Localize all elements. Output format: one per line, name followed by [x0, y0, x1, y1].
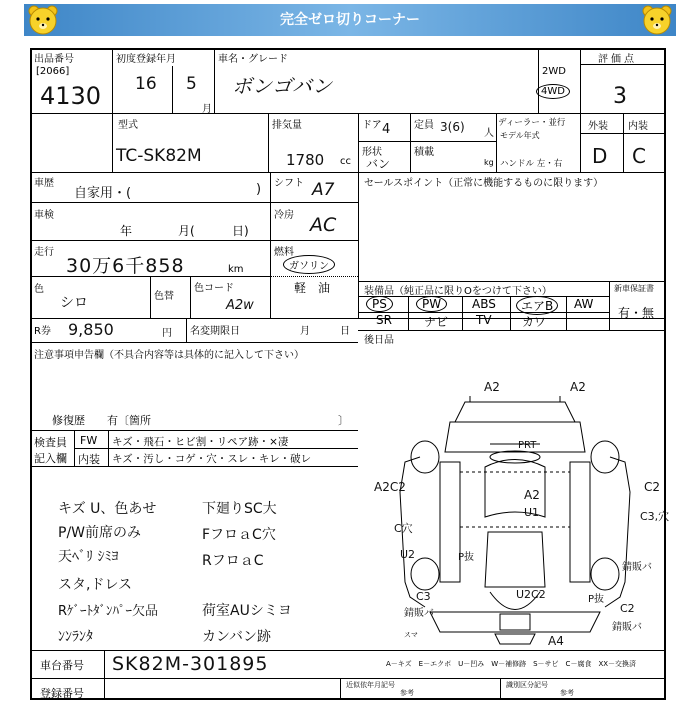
cooling-label: 冷房: [274, 210, 294, 221]
dmg-left-mid: C穴: [394, 522, 413, 535]
inside-label: 内装: [78, 453, 100, 466]
note-line: キズ U、色あせ: [58, 501, 157, 517]
dmg-c3: C3: [416, 590, 431, 603]
dmg-right-c2: C2: [620, 602, 635, 615]
color-label: 色: [34, 284, 44, 295]
reg-month-unit: 月: [202, 104, 212, 115]
color-change-label: 色替: [154, 291, 174, 302]
model-grade-label: 車名・グレード: [218, 54, 288, 65]
cooling: AC: [310, 214, 337, 236]
fuel-diesel: 軽 油: [294, 281, 331, 295]
cc-unit: cc: [340, 156, 351, 167]
recycle-label: R券: [34, 326, 51, 337]
repair-close: 〕: [338, 414, 349, 427]
equip-aw: AW: [574, 297, 594, 311]
name-change-label: 名変期限日: [190, 326, 240, 337]
fuel-gasoline: ガソリン: [283, 255, 335, 274]
chassis-label: 車台番号: [40, 659, 84, 672]
equip-abs: ABS: [472, 297, 496, 311]
note-line: スタ,ドレス: [58, 577, 133, 593]
dmg-top-left: A2: [484, 380, 500, 394]
model-code-label: 型式: [118, 120, 138, 131]
dmg-center-a: A2: [524, 488, 540, 502]
exterior-grade: D: [592, 144, 608, 168]
equipment-label: 装備品（純正品に限りOをつけて下さい）: [364, 286, 552, 297]
dmg-right-front: C2: [644, 480, 661, 494]
note-line: FフロａC穴: [202, 527, 276, 543]
shift-label: シフト: [274, 178, 304, 189]
dmg-right-bot-2: 錆販バ: [612, 622, 642, 633]
note-line: P/W前席のみ: [58, 525, 142, 541]
reg-month: 5: [186, 74, 197, 94]
yen-unit: 円: [162, 328, 172, 339]
capacity-unit: 人: [484, 128, 494, 139]
dmg-right-mid: C3,穴: [640, 510, 670, 523]
name-change-month: 月: [300, 326, 310, 337]
car-history-label: 車歴: [34, 178, 54, 189]
model-year-label: モデル年式: [500, 131, 540, 140]
note-line: 荷室AUシミヨ: [202, 603, 292, 619]
doors: 4: [382, 122, 391, 137]
drive-2wd: 2WD: [542, 66, 566, 77]
header-title: 完全ゼロ切りコーナー: [280, 12, 420, 28]
equip-tv: TV: [476, 313, 492, 327]
interior-label: 内装: [628, 121, 648, 132]
color-code-label: 色コード: [194, 283, 234, 294]
bottom-field-b: 参考: [400, 689, 414, 697]
bear-logo-right-icon: [640, 4, 674, 36]
dmg-center-u: U1: [524, 506, 540, 519]
body-shape: バン: [366, 157, 391, 171]
equip-navi: ナビ: [424, 315, 449, 329]
sales-point-label: セールスポイント（正常に機能するものに限ります）: [364, 178, 604, 189]
note-line: カンバン跡: [202, 629, 272, 645]
notes-title: 注意事項申告欄（不具合内容等は具体的に記入して下さい）: [34, 350, 304, 361]
color-code: A2w: [226, 298, 254, 313]
drive-4wd: 4WD: [536, 84, 570, 99]
inspection-day: 日): [232, 224, 249, 238]
dmg-right-bot: 錆販バ: [622, 562, 652, 573]
lot-sub: [2066]: [36, 66, 70, 77]
bottom-field-c: 識別区分記号: [506, 681, 548, 689]
exterior-label: 外装: [588, 121, 608, 132]
car-history-close: ): [256, 182, 262, 197]
bear-logo-left-icon: [26, 4, 60, 36]
lot-no-label: 出品番号: [34, 54, 74, 65]
inspection-row-1: キズ・飛石・ヒビ割・リペア跡・×凄: [112, 436, 289, 448]
shape-label: 形状: [362, 147, 382, 158]
model-name: ボンゴバン: [232, 74, 332, 98]
score-value: 3: [613, 84, 627, 109]
chassis-number: SK82M-301895: [112, 653, 269, 675]
equip-ps: PS: [366, 296, 393, 312]
displacement: 1780: [286, 151, 325, 169]
dmg-prt: PRT: [518, 440, 537, 451]
mileage: 30万6千858: [66, 255, 185, 277]
recycle-amount: 9,850: [68, 320, 114, 339]
dmg-suma: スマ: [404, 631, 418, 639]
interior-grade: C: [632, 144, 646, 168]
note-line: Rｹﾞｰﾄﾀﾞﾝﾊﾟｰ欠品: [58, 604, 159, 619]
note-line: 下廻りSC大: [202, 501, 277, 517]
inspection-label: 車検: [34, 210, 54, 221]
damage-legend: A－キズ E－エクボ U－凹み W－補修跡 S－サビ C－腐食 XX－交換済: [386, 660, 637, 668]
dmg-ptab: P抜: [458, 552, 475, 563]
handle-label: ハンドル 左・右: [500, 159, 563, 169]
dmg-left-bot: 錆販バ: [404, 608, 434, 619]
note-line: RフロａC: [202, 553, 264, 569]
name-change-day: 日: [340, 326, 350, 337]
inspection-month: 月(: [178, 224, 195, 238]
fw-label: FW: [80, 434, 98, 447]
shift: A7: [312, 180, 335, 200]
entry-label: 記入欄: [34, 452, 67, 465]
displacement-label: 排気量: [272, 120, 302, 131]
equip-leather: カワ: [522, 315, 547, 329]
registration-label: 登録番号: [40, 687, 84, 700]
first-reg-label: 初度登録年月: [116, 54, 176, 65]
fuel-label: 燃料: [274, 247, 294, 258]
capacity-label: 定員: [414, 120, 434, 131]
doors-label: ドア: [362, 120, 382, 131]
inspection-row-2: キズ・汚し・コゲ・穴・スレ・キレ・破レ: [112, 453, 312, 465]
dmg-bottom: A4: [548, 634, 564, 648]
warranty-label: 新車保証書: [614, 284, 654, 293]
inspector-label: 検査員: [34, 436, 67, 449]
mileage-label: 走行: [34, 247, 54, 258]
note-line: 天ﾍﾞﾘ ｼﾐﾖ: [58, 549, 119, 565]
bottom-field-a: 近似依年月記号: [346, 681, 395, 689]
dmg-right-p: P抜: [588, 594, 605, 605]
model-code: TC-SK82M: [116, 146, 202, 166]
dmg-u2: U2: [400, 548, 416, 561]
dmg-mid-u2c2: U2C2: [516, 588, 546, 601]
color: シロ: [60, 295, 88, 311]
inspection-year: 年: [120, 224, 133, 238]
lot-number: 4130: [40, 82, 102, 110]
note-line: ﾝﾝﾗﾝﾀ: [58, 629, 93, 645]
reg-year: 16: [135, 74, 157, 94]
warranty-value: 有・無: [618, 306, 655, 320]
kg-unit: kg: [484, 158, 494, 167]
dmg-left-front: A2C2: [374, 480, 406, 494]
equip-pw: PW: [416, 296, 447, 312]
dealer-label: ディーラー・並行: [498, 118, 566, 128]
car-history: 自家用・(: [74, 186, 132, 201]
dmg-top-right: A2: [570, 380, 586, 394]
score-label: 評価点: [598, 54, 637, 65]
equip-airbag: エアB: [516, 296, 558, 315]
km-unit: km: [228, 264, 244, 275]
equip-sr: SR: [376, 313, 392, 327]
repair-history: 修復歴 有〔箇所: [52, 414, 151, 427]
capacity: 3(6): [440, 120, 465, 134]
bottom-field-d: 参考: [560, 689, 574, 697]
load-label: 積載: [414, 147, 434, 158]
rear-seat-label: 後日品: [364, 335, 394, 346]
